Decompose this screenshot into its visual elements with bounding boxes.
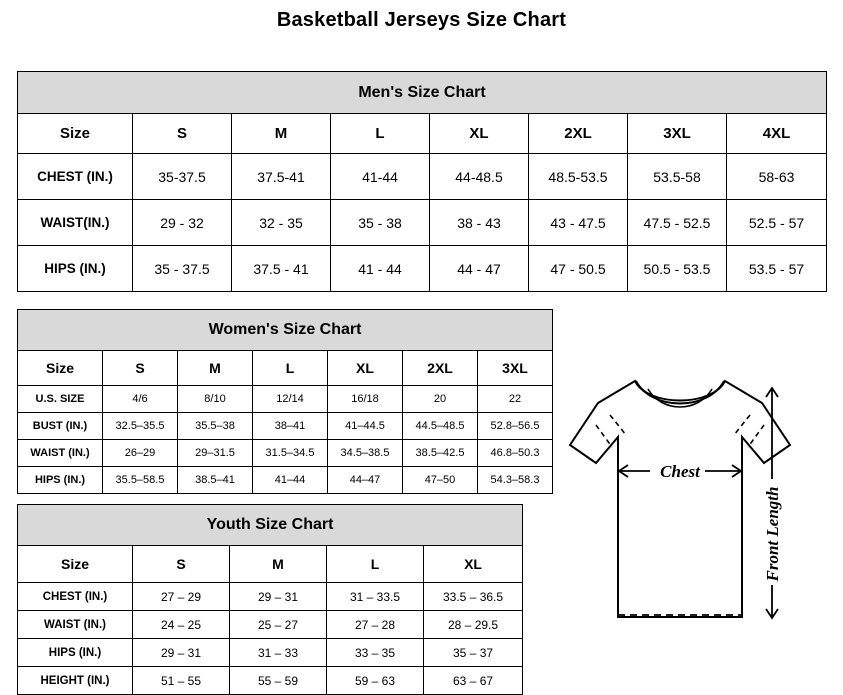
row-label: WAIST (IN.) <box>18 611 133 639</box>
table-title-row <box>18 505 523 546</box>
table-cell: 38.5–41 <box>178 467 253 494</box>
column-header: L <box>253 351 328 386</box>
table-cell: 27 – 28 <box>327 611 424 639</box>
column-header: L <box>327 546 424 583</box>
column-header: M <box>178 351 253 386</box>
table-cell: 33.5 – 36.5 <box>424 583 523 611</box>
table-cell: 24 – 25 <box>133 611 230 639</box>
mens-size-chart-table <box>17 71 827 292</box>
table-cell: 63 – 67 <box>424 667 523 695</box>
table-cell: 31.5–34.5 <box>253 440 328 467</box>
shirt-measurement-diagram <box>540 359 840 679</box>
table-cell: 34.5–38.5 <box>328 440 403 467</box>
table-header-row <box>18 114 827 154</box>
table-cell: 41–44 <box>253 467 328 494</box>
table-cell: 29 – 31 <box>133 639 230 667</box>
table-cell: 38–41 <box>253 413 328 440</box>
table-cell: 35 - 37.5 <box>133 246 232 292</box>
table-cell: 44 - 47 <box>430 246 529 292</box>
table-row <box>18 667 523 695</box>
table-header-row <box>18 546 523 583</box>
womens-size-chart-table <box>17 309 553 494</box>
chest-label: Chest <box>660 462 700 481</box>
table-row <box>18 200 827 246</box>
column-header: XL <box>430 114 529 154</box>
table-cell: 37.5-41 <box>232 154 331 200</box>
row-label: WAIST (IN.) <box>18 440 103 467</box>
column-header: S <box>133 546 230 583</box>
table-cell: 46.8–50.3 <box>478 440 553 467</box>
table-cell: 35-37.5 <box>133 154 232 200</box>
row-label: WAIST(IN.) <box>18 200 133 246</box>
column-header: S <box>133 114 232 154</box>
womens-chart-title: Women's Size Chart <box>18 310 553 351</box>
table-row <box>18 583 523 611</box>
table-cell: 55 – 59 <box>230 667 327 695</box>
table-cell: 8/10 <box>178 386 253 413</box>
table-cell: 4/6 <box>103 386 178 413</box>
table-row <box>18 246 827 292</box>
table-cell: 32.5–35.5 <box>103 413 178 440</box>
table-row <box>18 154 827 200</box>
table-cell: 43 - 47.5 <box>529 200 628 246</box>
table-cell: 50.5 - 53.5 <box>628 246 727 292</box>
youth-size-chart-table <box>17 504 523 695</box>
table-row <box>18 413 553 440</box>
table-row <box>18 611 523 639</box>
table-row <box>18 440 553 467</box>
table-cell: 41-44 <box>331 154 430 200</box>
table-cell: 20 <box>403 386 478 413</box>
table-row <box>18 386 553 413</box>
table-cell: 52.8–56.5 <box>478 413 553 440</box>
column-header: Size <box>18 114 133 154</box>
table-cell: 35 - 38 <box>331 200 430 246</box>
table-cell: 44.5–48.5 <box>403 413 478 440</box>
table-cell: 22 <box>478 386 553 413</box>
table-row <box>18 639 523 667</box>
table-cell: 35.5–38 <box>178 413 253 440</box>
youth-chart-title: Youth Size Chart <box>18 505 523 546</box>
column-header: M <box>230 546 327 583</box>
table-cell: 52.5 - 57 <box>727 200 827 246</box>
row-label: CHEST (IN.) <box>18 583 133 611</box>
table-cell: 31 – 33.5 <box>327 583 424 611</box>
table-cell: 38 - 43 <box>430 200 529 246</box>
mens-chart-title: Men's Size Chart <box>18 72 827 114</box>
table-cell: 53.5-58 <box>628 154 727 200</box>
column-header: XL <box>424 546 523 583</box>
table-cell: 51 – 55 <box>133 667 230 695</box>
column-header: 4XL <box>727 114 827 154</box>
table-cell: 58-63 <box>727 154 827 200</box>
column-header: XL <box>328 351 403 386</box>
table-cell: 41–44.5 <box>328 413 403 440</box>
column-header: S <box>103 351 178 386</box>
row-label: CHEST (IN.) <box>18 154 133 200</box>
row-label: HEIGHT (IN.) <box>18 667 133 695</box>
column-header: 3XL <box>478 351 553 386</box>
jersey-outline-icon <box>570 381 790 617</box>
table-cell: 35 – 37 <box>424 639 523 667</box>
table-cell: 35.5–58.5 <box>103 467 178 494</box>
table-cell: 41 - 44 <box>331 246 430 292</box>
table-cell: 48.5-53.5 <box>529 154 628 200</box>
table-cell: 12/14 <box>253 386 328 413</box>
column-header: Size <box>18 351 103 386</box>
row-label: HIPS (IN.) <box>18 639 133 667</box>
table-cell: 47 - 50.5 <box>529 246 628 292</box>
table-cell: 29–31.5 <box>178 440 253 467</box>
table-cell: 54.3–58.3 <box>478 467 553 494</box>
row-label: BUST (IN.) <box>18 413 103 440</box>
page-title: Basketball Jerseys Size Chart <box>276 9 567 31</box>
table-cell: 47.5 - 52.5 <box>628 200 727 246</box>
table-cell: 26–29 <box>103 440 178 467</box>
table-cell: 29 - 32 <box>133 200 232 246</box>
table-cell: 44–47 <box>328 467 403 494</box>
column-header: 3XL <box>628 114 727 154</box>
table-header-row <box>18 351 553 386</box>
table-cell: 31 – 33 <box>230 639 327 667</box>
table-title-row <box>18 72 827 114</box>
column-header: Size <box>18 546 133 583</box>
column-header: M <box>232 114 331 154</box>
table-cell: 33 – 35 <box>327 639 424 667</box>
table-cell: 38.5–42.5 <box>403 440 478 467</box>
table-cell: 25 – 27 <box>230 611 327 639</box>
column-header: L <box>331 114 430 154</box>
table-cell: 27 – 29 <box>133 583 230 611</box>
table-row <box>18 467 553 494</box>
table-cell: 29 – 31 <box>230 583 327 611</box>
row-label: U.S. SIZE <box>18 386 103 413</box>
row-label: HIPS (IN.) <box>18 246 133 292</box>
table-cell: 59 – 63 <box>327 667 424 695</box>
table-cell: 37.5 - 41 <box>232 246 331 292</box>
table-title-row <box>18 310 553 351</box>
front-length-label: Front Length <box>763 486 782 582</box>
table-cell: 47–50 <box>403 467 478 494</box>
table-cell: 44-48.5 <box>430 154 529 200</box>
table-cell: 32 - 35 <box>232 200 331 246</box>
column-header: 2XL <box>403 351 478 386</box>
column-header: 2XL <box>529 114 628 154</box>
table-cell: 28 – 29.5 <box>424 611 523 639</box>
row-label: HIPS (IN.) <box>18 467 103 494</box>
table-cell: 53.5 - 57 <box>727 246 827 292</box>
table-cell: 16/18 <box>328 386 403 413</box>
